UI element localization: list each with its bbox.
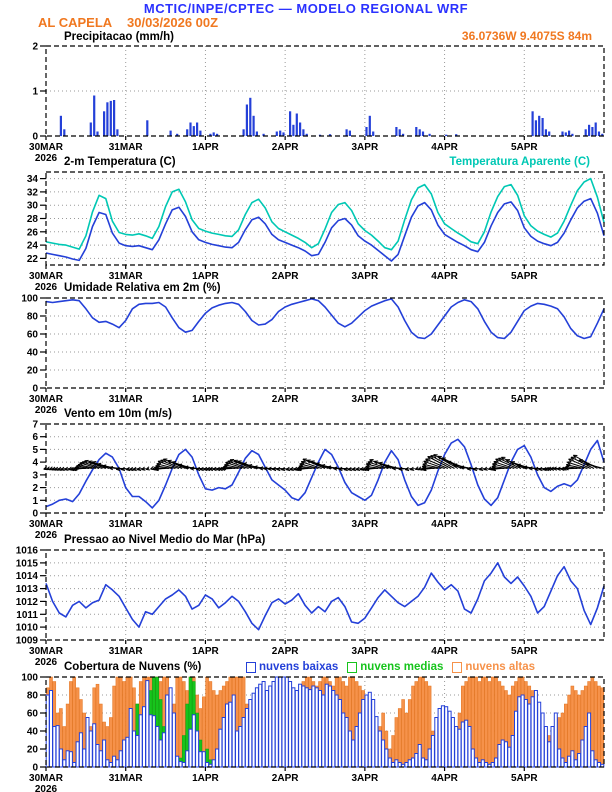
svg-text:2APR: 2APR (271, 271, 299, 282)
svg-text:1010: 1010 (15, 622, 38, 634)
svg-text:1016: 1016 (15, 545, 38, 557)
legend-label-low: nuvens baixas (259, 661, 339, 673)
svg-text:31MAR: 31MAR (108, 519, 143, 530)
svg-text:3APR: 3APR (351, 394, 379, 405)
svg-text:2APR: 2APR (271, 394, 299, 405)
svg-text:2: 2 (32, 483, 38, 495)
svg-text:7: 7 (32, 419, 38, 431)
svg-text:60: 60 (26, 329, 38, 341)
svg-text:4APR: 4APR (431, 519, 458, 530)
svg-text:2026: 2026 (34, 153, 58, 164)
svg-text:22: 22 (26, 253, 38, 265)
svg-text:5APR: 5APR (510, 394, 538, 405)
svg-text:20: 20 (26, 744, 38, 756)
svg-text:20: 20 (26, 365, 38, 377)
svg-text:1012: 1012 (15, 596, 38, 608)
svg-text:2APR: 2APR (271, 773, 299, 784)
panel-title-clouds: Cobertura de Nuvens (%) (64, 661, 202, 673)
legend-label-mid: nuvens medias (360, 661, 444, 673)
page-title: MCTIC/INPE/CPTEC — MODELO REGIONAL WRF (143, 1, 469, 16)
svg-text:4APR: 4APR (431, 646, 458, 657)
svg-text:4APR: 4APR (431, 394, 458, 405)
svg-text:31MAR: 31MAR (108, 394, 143, 405)
panel-title-wind: Vento em 10m (m/s) (64, 408, 173, 420)
svg-text:40: 40 (26, 347, 38, 359)
svg-text:28: 28 (26, 214, 38, 225)
svg-text:30MAR: 30MAR (29, 394, 63, 405)
svg-text:0: 0 (32, 131, 38, 143)
svg-text:1APR: 1APR (192, 394, 219, 405)
svg-text:4APR: 4APR (431, 271, 458, 282)
svg-text:32: 32 (26, 187, 38, 199)
svg-text:34: 34 (26, 174, 38, 186)
svg-text:1APR: 1APR (192, 773, 219, 784)
svg-text:3APR: 3APR (351, 773, 379, 784)
svg-text:2APR: 2APR (271, 519, 299, 530)
svg-text:4APR: 4APR (431, 773, 458, 784)
svg-text:31MAR: 31MAR (108, 271, 143, 282)
svg-text:0: 0 (32, 383, 38, 395)
svg-text:31MAR: 31MAR (108, 646, 143, 657)
svg-text:1013: 1013 (15, 584, 38, 596)
svg-text:30MAR: 30MAR (29, 519, 63, 530)
svg-text:30: 30 (26, 200, 38, 212)
svg-text:3: 3 (32, 470, 38, 482)
svg-text:30MAR: 30MAR (29, 646, 63, 657)
svg-text:80: 80 (26, 690, 38, 702)
svg-text:3APR: 3APR (351, 271, 379, 282)
panel-title-pressure: Pressao ao Nivel Medio do Mar (hPa) (64, 534, 266, 546)
svg-text:30MAR: 30MAR (29, 142, 63, 153)
svg-text:1009: 1009 (15, 635, 38, 647)
panel-title-temperature: 2-m Temperatura (C) (64, 156, 176, 168)
svg-text:1APR: 1APR (192, 142, 219, 153)
station-name: AL CAPELA (38, 15, 113, 30)
svg-text:1APR: 1APR (192, 271, 219, 282)
svg-text:2APR: 2APR (271, 142, 299, 153)
svg-text:31MAR: 31MAR (108, 773, 143, 784)
svg-text:30MAR: 30MAR (29, 271, 63, 282)
svg-text:4: 4 (32, 457, 38, 469)
svg-text:5APR: 5APR (510, 519, 538, 530)
svg-text:1015: 1015 (15, 558, 38, 570)
svg-text:2026: 2026 (34, 282, 58, 293)
svg-text:100: 100 (21, 672, 38, 684)
svg-text:6: 6 (32, 432, 38, 444)
legend-label-high: nuvens altas (465, 661, 536, 673)
station-coordinates: 36.0736W 9.4075S 84m (461, 29, 592, 43)
svg-text:31MAR: 31MAR (108, 142, 143, 153)
svg-text:0: 0 (32, 762, 38, 774)
svg-text:3APR: 3APR (351, 519, 379, 530)
model-run-datetime: 30/03/2026 00Z (127, 15, 219, 30)
panel-title-apparent-temperature: Temperatura Aparente (C) (449, 156, 590, 168)
panel-title-precipitation: Precipitacao (mm/h) (64, 31, 174, 43)
svg-text:2026: 2026 (34, 530, 58, 541)
svg-text:1: 1 (32, 86, 38, 98)
svg-text:5: 5 (32, 444, 38, 456)
svg-text:1014: 1014 (15, 571, 38, 583)
svg-text:2: 2 (32, 41, 38, 53)
svg-text:2026: 2026 (34, 405, 58, 416)
svg-text:5APR: 5APR (510, 646, 538, 657)
svg-text:5APR: 5APR (510, 773, 538, 784)
svg-text:24: 24 (26, 240, 38, 252)
svg-text:1011: 1011 (16, 609, 38, 621)
svg-text:5APR: 5APR (510, 271, 538, 282)
svg-text:1: 1 (32, 495, 38, 507)
svg-text:26: 26 (26, 227, 38, 239)
svg-text:5APR: 5APR (510, 142, 538, 153)
svg-text:4APR: 4APR (431, 142, 458, 153)
svg-text:2026: 2026 (34, 657, 58, 668)
svg-text:3APR: 3APR (351, 646, 379, 657)
svg-text:30MAR: 30MAR (29, 773, 63, 784)
svg-text:80: 80 (26, 311, 38, 323)
svg-text:2APR: 2APR (271, 646, 299, 657)
svg-text:1APR: 1APR (192, 646, 219, 657)
svg-text:0: 0 (32, 508, 38, 520)
svg-text:2026: 2026 (34, 784, 58, 792)
svg-text:3APR: 3APR (351, 142, 379, 153)
svg-text:60: 60 (26, 708, 38, 720)
svg-text:40: 40 (26, 726, 38, 738)
panel-title-humidity: Umidade Relativa em 2m (%) (64, 282, 221, 294)
svg-text:1APR: 1APR (192, 519, 219, 530)
svg-text:100: 100 (21, 293, 38, 305)
